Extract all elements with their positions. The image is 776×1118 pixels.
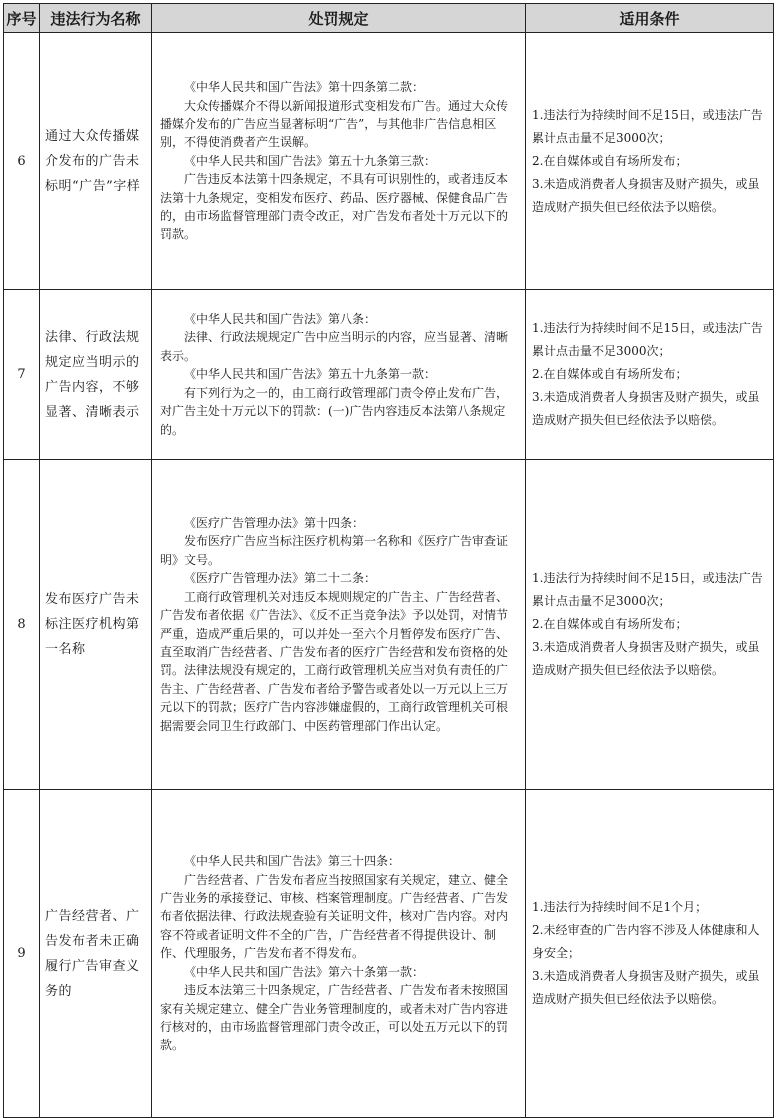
rule-text: 发布医疗广告应当标注医疗机构第一名称和《医疗广告审查证明》文号。 [160,534,509,567]
condition-item: 2.在自媒体或自有场所发布； [532,617,688,631]
rule-citation: 《医疗广告管理办法》第二十二条： [184,571,377,586]
rule-text: 有下列行为之一的，由工商行政管理部门责令停止发布广告，对广告主处十万元以下的罚款：(一)广告内容违反本法第八条规定的。 [160,385,509,437]
row-seq: 9 [4,790,40,1118]
condition-item: 1.违法行为持续时间不足1个月； [532,900,708,914]
condition-item: 1.违法行为持续时间不足15日，或违法广告累计点击量不足3000次； [532,107,763,145]
header-seq: 序号 [4,4,40,33]
rule-citation: 《中华人民共和国广告法》第六十条第一款： [184,964,425,979]
condition-item: 3.未造成消费者人身损害及财产损失，或虽造成财产损失但已经依法予以赔偿。 [532,969,760,1006]
rule-citation: 《中华人民共和国广告法》第十四条第二款： [184,80,425,95]
rule-text: 法律、行政法规规定广告中应当明示的内容，应当显著、清晰表示。 [160,330,509,363]
table-row [4,460,774,790]
row-violation-name: 广告经营者、广告发布者未正确履行广告审查义务的 [40,790,152,1118]
table-row [4,790,774,1118]
rule-text: 广告经营者、广告发布者应当按照国家有关规定，建立、健全广告业务的承接登记、审核、档案管理制度。广告经营者、广告发布者依据法律、行政法规查验有关证明文件，核对广告内容。对内容不符或者证明文件不全的广告，广告经营者不得提供设计、制作、代理服务，广告发布者不得发布。 [160,872,509,961]
table-header [4,4,774,33]
condition-item: 2.在自媒体或自有场所发布； [532,153,688,168]
condition-item: 1.违法行为持续时间不足15日，或违法广告累计点击量不足3000次； [532,571,763,608]
header-conditions: 适用条件 [526,4,774,33]
condition-item: 2.未经审查的广告内容不涉及人体健康和人身安全； [532,923,760,960]
header-row [4,4,774,33]
rule-text: 广告违反本法第十四条规定，不具有可识别性的，或者违反本法第十九条规定，变相发布医疗、药品、医疗器械、保健食品广告的，由市场监督管理部门责令改正，对广告发布者处十万元以下的罚款。 [160,172,509,242]
row-violation-name: 法律、行政法规规定应当明示的广告内容，不够显著、清晰表示 [40,290,152,460]
rule-citation: 《中华人民共和国广告法》第五十九条第三款： [184,153,437,168]
row-seq: 8 [4,460,40,790]
rule-citation: 《中华人民共和国广告法》第八条： [184,312,377,327]
rule-text: 违反本法第三十四条规定，广告经营者、广告发布者未按照国家有关规定建立、健全广告业务管理制度的，或者未对广告内容进行核对的，由市场监督管理部门责令改正，可以处五万元以下的罚款。 [160,983,509,1053]
table-row [4,290,774,460]
row-conditions [526,290,774,460]
condition-item: 1.违法行为持续时间不足15日，或违法广告累计点击量不足3000次； [532,321,763,358]
row-seq: 7 [4,290,40,460]
rule-citation: 《中华人民共和国广告法》第五十九条第一款： [184,367,437,382]
rule-text: 工商行政管理机关对违反本规则规定的广告主、广告经营者、广告发布者依据《广告法》、《反不正当竞争法》予以处罚，对情节严重，造成严重后果的，可以并处一至六个月暂停发布医疗广告、直至取消广告经营者、广告发布者的医疗广告经营和发布资格的处罚。法律法规没有规定的，工商行政管理机关应当对负有责任的广告主、广告经营者、广告发布者给予警告或者处以一万元以上三万元以下的罚款；医疗广告内容涉嫌虚假的，工商行政管理机关可根据需要会同卫生行政部门、中医药管理部门作出认定。 [160,589,509,733]
row-conditions [526,460,774,790]
row-conditions [526,33,774,290]
condition-item: 3.未造成消费者人身损害及财产损失，或虽造成财产损失但已经依法予以赔偿。 [532,390,760,427]
row-seq: 6 [4,33,40,290]
row-violation-name: 发布医疗广告未标注医疗机构第一名称 [40,460,152,790]
row-penalty-rule [152,460,526,790]
row-violation-name: 通过大众传播媒介发布的广告未标明“广告”字样 [40,33,152,290]
header-penalty-rule: 处罚规定 [152,4,526,33]
condition-item: 2.在自媒体或自有场所发布； [532,367,688,381]
row-conditions [526,790,774,1118]
row-penalty-rule [152,790,526,1118]
row-penalty-rule [152,33,526,290]
rule-text: 大众传播媒介不得以新闻报道形式变相发布广告。通过大众传播媒介发布的广告应当显著标明“广告”，与其他非广告信息相区别，不得使消费者产生误解。 [160,98,509,150]
penalty-rules-table [3,3,774,1118]
condition-item: 3.未造成消费者人身损害及财产损失，或虽造成财产损失但已经依法予以赔偿。 [532,640,760,677]
condition-item: 3.未造成消费者人身损害及财产损失，或虽造成财产损失但已经依法予以赔偿。 [532,176,760,214]
table-row [4,33,774,290]
header-violation-name: 违法行为名称 [40,4,152,33]
rule-citation: 《中华人民共和国广告法》第三十四条： [184,854,401,869]
table-body [4,33,774,1118]
row-penalty-rule [152,290,526,460]
rule-citation: 《医疗广告管理办法》第十四条： [184,516,365,531]
